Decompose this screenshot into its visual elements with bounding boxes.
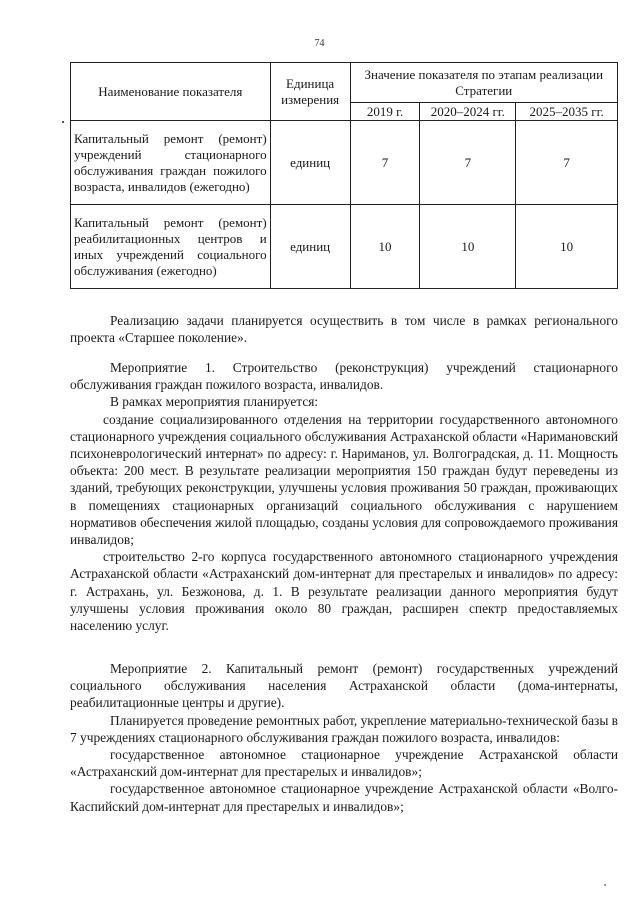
- indicator-unit: единиц: [270, 121, 350, 205]
- indicator-name: Капитальный ремонт (ремонт) учреждений стационарного обслуживания граждан пожилого возраста, инвалидов (ежегодно): [71, 121, 271, 205]
- body-text-2: [70, 660, 618, 815]
- project-note: [70, 312, 618, 346]
- table-row: [71, 121, 618, 205]
- paragraph: государственное автономное стационарное учреждение Астраханской области «Волго-Каспийский дом-интернат для престарелых и инвалидов»;: [70, 781, 618, 814]
- header-unit: Единица измерения: [270, 63, 350, 121]
- indicators-table: [70, 62, 618, 289]
- scan-mark: [604, 884, 606, 886]
- indicator-value: 10: [350, 205, 420, 289]
- indicator-unit: единиц: [270, 205, 350, 289]
- header-indicator-name: Наименование показателя: [71, 63, 271, 121]
- indicator-value: 10: [516, 205, 618, 289]
- indicator-name: Капитальный ремонт (ремонт) реабилитационных центров и иных учреждений социального обслуживания (ежегодно): [71, 205, 271, 289]
- paragraph: государственное автономное стационарное учреждение Астраханской области «Астраханский дом-интернат для престарелых и инвалидов»;: [70, 747, 618, 780]
- body-text: [70, 359, 618, 634]
- paragraph: Реализацию задачи планируется осуществить в том числе в рамках регионального проекта «Старшее поколение».: [70, 313, 618, 346]
- header-period: 2019 г.: [350, 103, 420, 121]
- scan-mark: [62, 121, 64, 123]
- paragraph: строительство 2-го корпуса государственного автономного стационарного учреждения Астраханской области «Астраханский дом-интернат для престарелых и инвалидов» по адресу: г. Астрахань, ул. Безжонова, д. 1. В результате реализации данного мероприятия будут улучшены условия проживания около 80 граждан, расширен спектр предоставляемых населению услуг.: [70, 549, 618, 634]
- indicator-value: 7: [516, 121, 618, 205]
- table-row: [71, 205, 618, 289]
- indicator-value: 7: [420, 121, 516, 205]
- page-number: 74: [314, 38, 325, 49]
- header-period: 2020–2024 гг.: [420, 103, 516, 121]
- paragraph-measure-1: Мероприятие 1. Строительство (реконструкция) учреждений стационарного обслуживания граждан пожилого возраста, инвалидов.: [70, 360, 618, 393]
- indicator-value: 10: [420, 205, 516, 289]
- paragraph: В рамках мероприятия планируется:: [110, 394, 319, 410]
- header-values-group: Значение показателя по этапам реализации Стратегии: [350, 63, 617, 103]
- indicator-value: 7: [350, 121, 420, 205]
- paragraph: Планируется проведение ремонтных работ, укрепление материально-технической базы в 7 учреждениях стационарного обслуживания граждан пожилого возраста, инвалидов:: [70, 712, 618, 745]
- paragraph-measure-2: Мероприятие 2. Капитальный ремонт (ремонт) государственных учреждений социального обслуживания населения Астраханской области (дома-интернаты, реабилитационные центры и другие).: [70, 661, 618, 711]
- paragraph: создание социализированного отделения на территории государственного автономного стационарного учреждения социального обслуживания Астраханской области «Наримановский психоневрологический интернат» по адресу: г. Нариманов, ул. Волгоградская, д. 11. Мощность объекта: 200 мест. В результате реализации мероприятия 150 граждан будут переведены из зданий, требующих реконструкции, улучшены условия проживания 50 граждан, проживающих в помещениях стационарных организаций социального обслуживания с нарушением нормативов обеспечения жилой площадью, созданы условия для сопровождаемого проживания инвалидов;: [70, 411, 618, 548]
- header-period: 2025–2035 гг.: [516, 103, 618, 121]
